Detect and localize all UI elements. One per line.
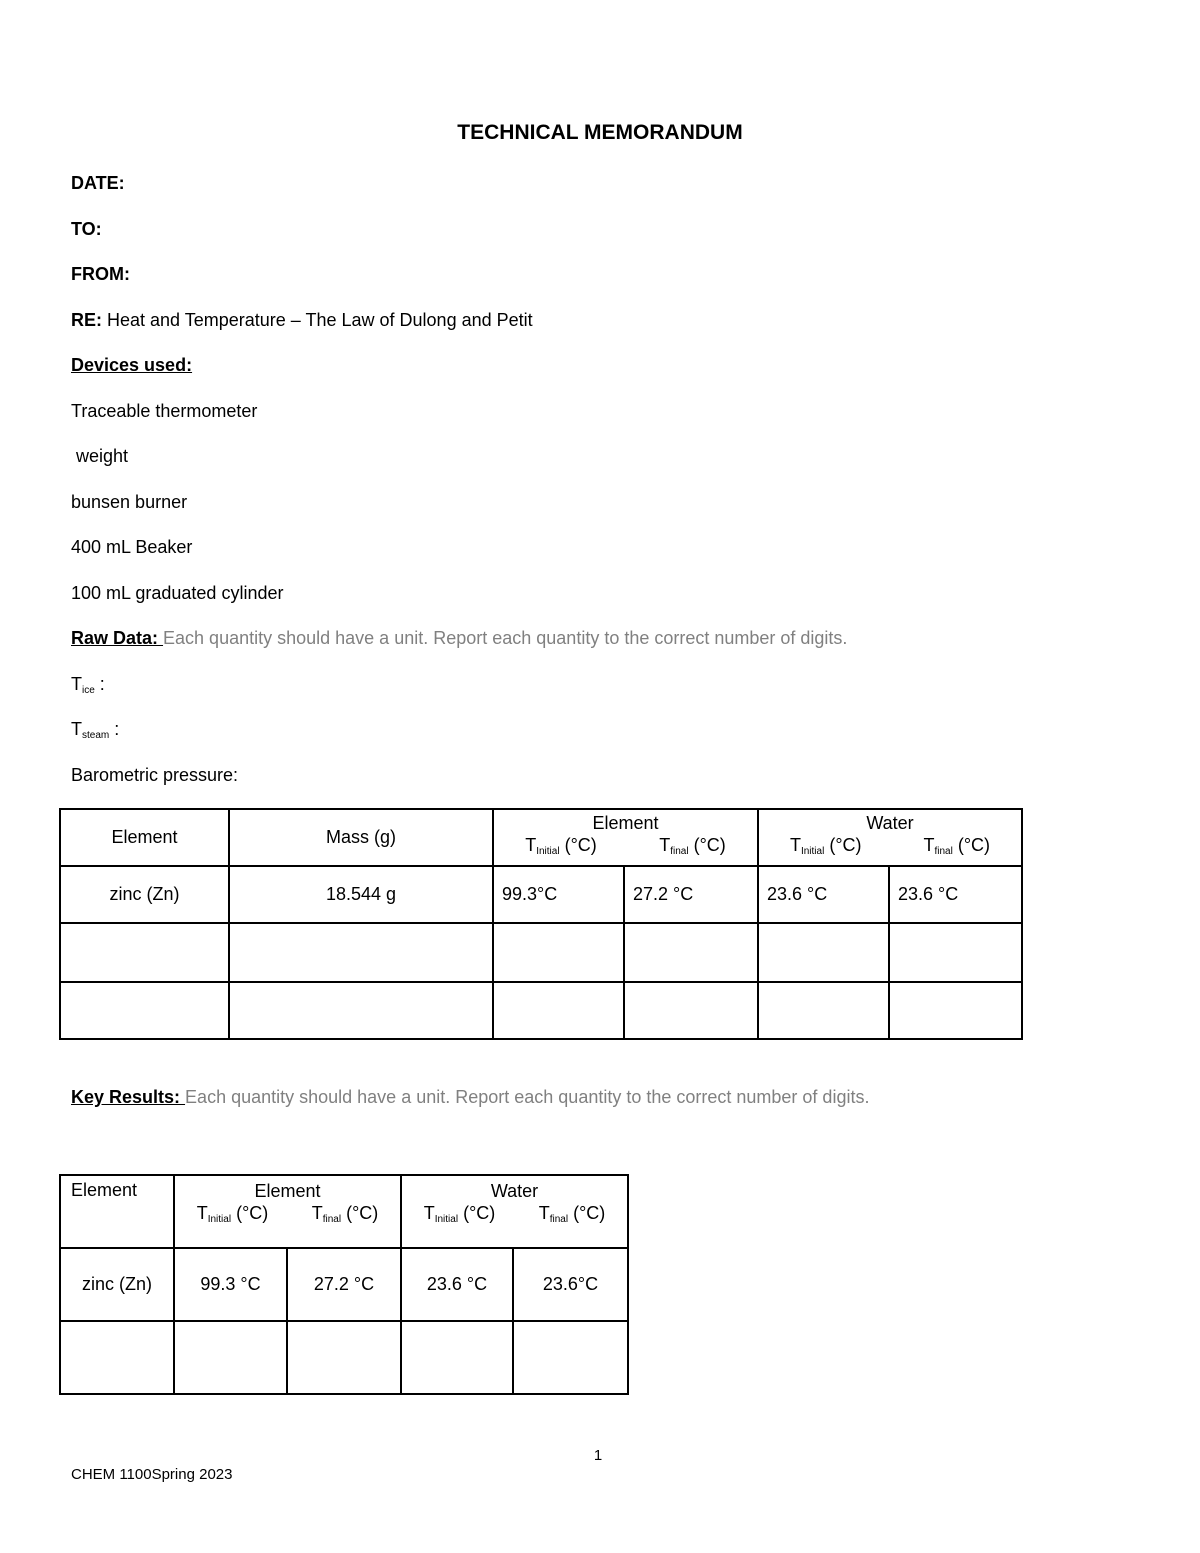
table-cell xyxy=(758,982,889,1039)
group-label: Element xyxy=(254,1181,321,1201)
table-cell: 99.3 °C xyxy=(174,1248,287,1321)
table-cell xyxy=(493,982,624,1039)
t-final-header: $T_{final}$ (°C) xyxy=(538,1203,606,1225)
page-number: 1 xyxy=(593,1447,603,1464)
t-symbol: T xyxy=(71,674,82,694)
table-cell xyxy=(624,982,758,1039)
date-label: DATE: xyxy=(71,173,125,193)
to-label: TO: xyxy=(71,219,102,239)
group-label: Water xyxy=(490,1181,539,1201)
header-element: Element xyxy=(60,1175,174,1248)
t-ice-subscript: ice xyxy=(82,685,95,696)
re-subject: Heat and Temperature – The Law of Dulong and Petit xyxy=(107,310,533,330)
table-cell xyxy=(229,923,493,982)
key-results-note: Each quantity should have a unit. Report each quantity to the correct number of digits. xyxy=(185,1087,870,1107)
device-item: 400 mL Beaker xyxy=(71,537,193,557)
device-item: bunsen burner xyxy=(71,492,188,512)
table-cell xyxy=(229,982,493,1039)
t-ice-colon: : xyxy=(94,674,105,694)
t-steam-line xyxy=(71,717,119,748)
t-final-header: $T_{final}$ (°C) xyxy=(923,835,991,857)
page-title: TECHNICAL MEMORANDUM xyxy=(457,121,743,144)
header-water-temps xyxy=(758,809,1022,866)
table-cell xyxy=(287,1321,401,1394)
device-item: weight xyxy=(71,446,129,466)
table-header-row xyxy=(60,1175,628,1248)
t-initial-header: $T_{Initial}$ (°C) xyxy=(789,835,862,857)
barometric-pressure-label: Barometric pressure: xyxy=(71,765,239,785)
table-cell xyxy=(889,923,1022,982)
header-mass: Mass (g) xyxy=(229,809,493,866)
table-cell: zinc (Zn) xyxy=(60,866,229,923)
header-water-temps xyxy=(401,1175,628,1248)
table-row xyxy=(60,982,1022,1039)
table-cell xyxy=(60,1321,174,1394)
table-row xyxy=(60,1248,628,1321)
table-cell: 27.2 °C xyxy=(624,866,758,923)
t-initial-header: $T_{Initial}$ (°C) xyxy=(196,1203,269,1225)
table-cell xyxy=(624,923,758,982)
t-initial-header: $T_{Initial}$ (°C) xyxy=(525,835,597,857)
group-label: Element xyxy=(592,813,659,833)
table-cell xyxy=(493,923,624,982)
table-cell: 23.6 °C xyxy=(889,866,1022,923)
table-cell: 18.544 g xyxy=(229,866,493,923)
table-cell: zinc (Zn) xyxy=(60,1248,174,1321)
table-cell: 23.6°C xyxy=(513,1248,628,1321)
table-cell: 23.6 °C xyxy=(401,1248,513,1321)
table-cell xyxy=(513,1321,628,1394)
table-cell xyxy=(60,923,229,982)
table-header-row xyxy=(60,809,1022,866)
table-cell: 27.2 °C xyxy=(287,1248,401,1321)
key-results-line xyxy=(71,1085,869,1109)
re-line xyxy=(71,308,533,332)
header-element-temps xyxy=(493,809,758,866)
t-symbol: T xyxy=(71,719,82,739)
t-steam-subscript: steam xyxy=(82,730,110,741)
device-item: 100 mL graduated cylinder xyxy=(71,583,284,603)
table-cell: 99.3°C xyxy=(493,866,624,923)
t-initial-header: $T_{Initial}$ (°C) xyxy=(423,1203,496,1225)
group-label: Water xyxy=(866,813,914,833)
device-item: Traceable thermometer xyxy=(71,401,258,421)
t-final-header: $T_{final}$ (°C) xyxy=(659,835,726,857)
table-cell xyxy=(174,1321,287,1394)
table-cell xyxy=(889,982,1022,1039)
footer-course: CHEM 1100Spring 2023 xyxy=(71,1466,233,1483)
header-element: Element xyxy=(60,809,229,866)
raw-data-heading: Raw Data: xyxy=(71,628,164,648)
from-label: FROM: xyxy=(71,264,130,284)
table-cell xyxy=(758,923,889,982)
raw-data-note: Each quantity should have a unit. Report each quantity to the correct number of digits. xyxy=(163,628,848,648)
t-steam-colon: : xyxy=(109,719,120,739)
t-ice-line xyxy=(71,672,105,703)
t-final-header: $T_{final}$ (°C) xyxy=(311,1203,379,1225)
raw-data-line xyxy=(71,626,847,650)
table-cell: 23.6 °C xyxy=(758,866,889,923)
key-results-heading: Key Results: xyxy=(71,1087,186,1107)
key-results-table xyxy=(59,1174,629,1395)
table-row xyxy=(60,1321,628,1394)
devices-heading: Devices used: xyxy=(71,355,193,375)
table-cell xyxy=(60,982,229,1039)
raw-data-table xyxy=(59,808,1023,1040)
header-element-temps xyxy=(174,1175,401,1248)
table-row xyxy=(60,866,1022,923)
table-cell xyxy=(401,1321,513,1394)
table-row xyxy=(60,923,1022,982)
re-label: RE: xyxy=(71,310,102,330)
